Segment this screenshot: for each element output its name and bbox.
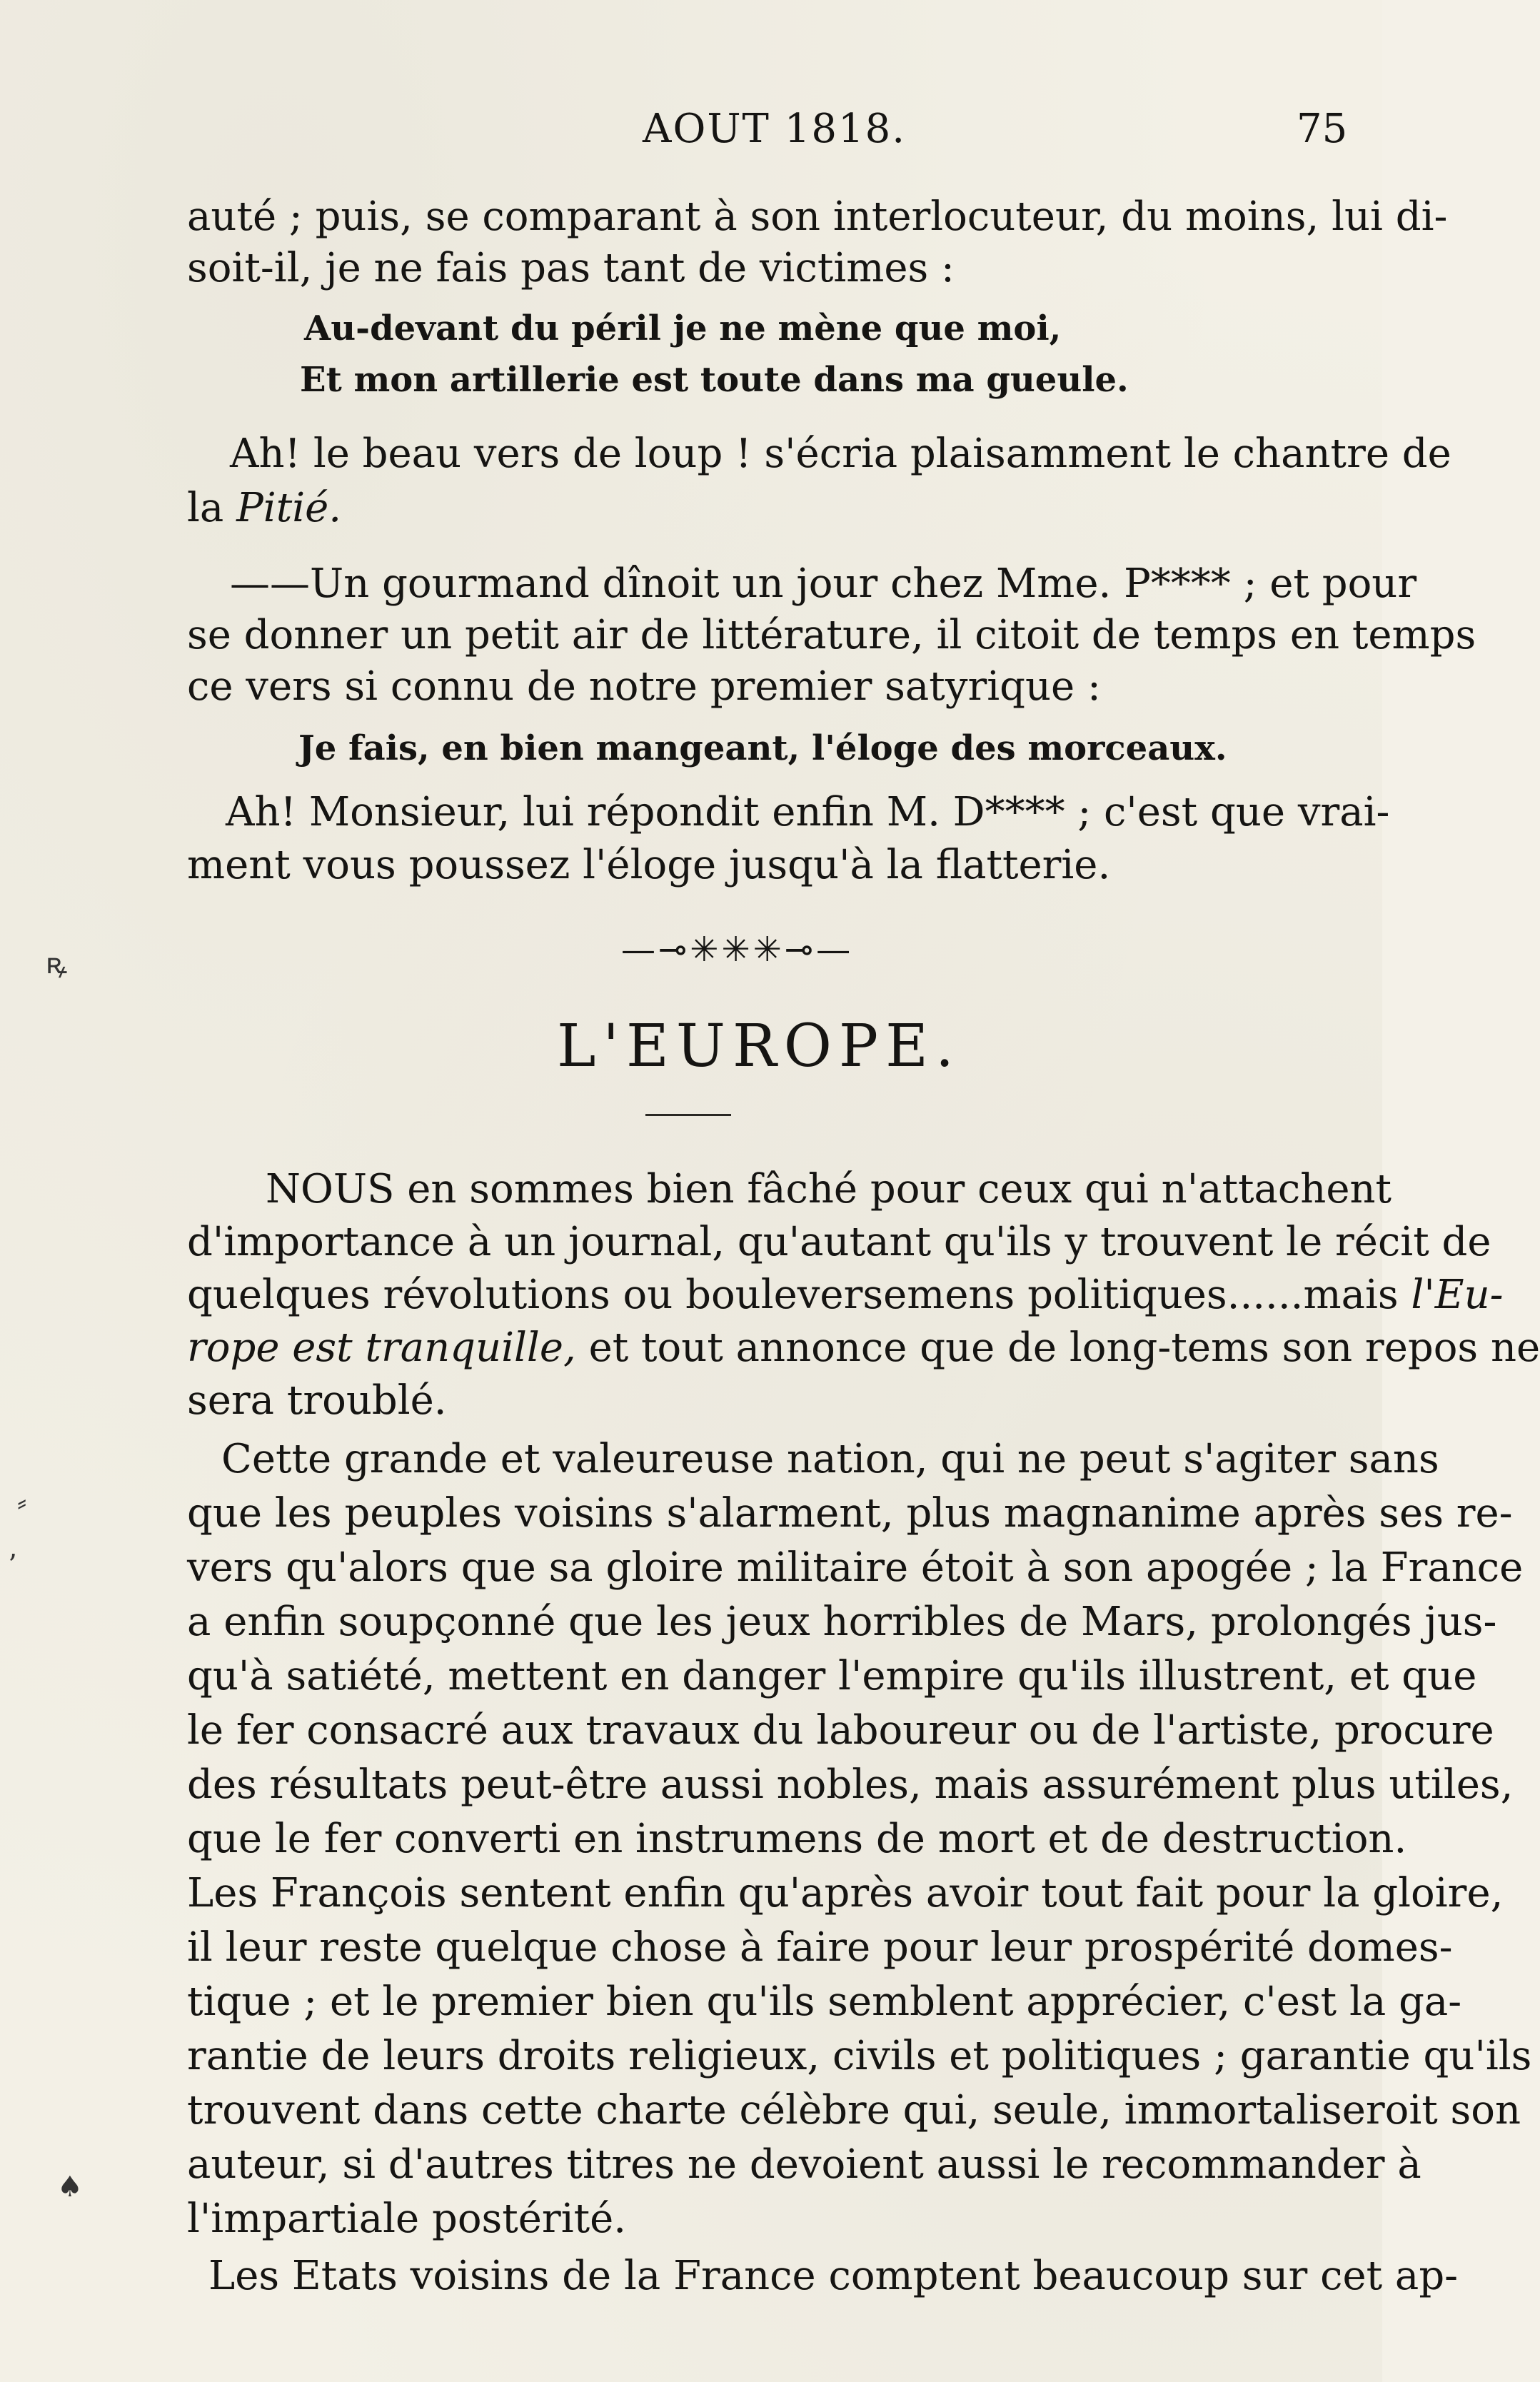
text-line: vers qu'alors que sa gloire militaire étoit à son apogée ; la France (187, 1544, 1524, 1591)
text-line: sera troublé. (187, 1377, 447, 1424)
margin-blot-icon: ⸗ (17, 1486, 27, 1519)
text-line: que le fer converti en instrumens de mort et de destruction. (187, 1816, 1407, 1862)
text-line: des résultats peut-être aussi nobles, mais assurément plus utiles, (187, 1762, 1514, 1808)
text-line: tique ; et le premier bien qu'ils semblent apprécier, c'est la ga- (187, 1979, 1462, 2025)
text-line: auté ; puis, se comparant à son interlocuteur, du moins, lui di- (187, 194, 1448, 240)
title-rule (645, 1114, 731, 1116)
page-number: 75 (1297, 106, 1348, 152)
text-line: d'importance à un journal, qu'autant qu'ils y trouvent le récit de (187, 1219, 1491, 1265)
text-line: soit-il, je ne fais pas tant de victimes : (187, 245, 955, 291)
text-line: Les François sentent enfin qu'après avoir tout fait pour la gloire, (187, 1870, 1504, 1916)
text-line: ment vous poussez l'éloge jusqu'à la flatterie. (187, 842, 1111, 888)
text-line: qu'à satiété, mettent en danger l'empire qu'ils illustrent, et que (187, 1653, 1477, 1699)
text-line: se donner un petit air de littérature, il citoit de temps en temps (187, 612, 1476, 658)
text-line: Ah! le beau vers de loup ! s'écria plaisamment le chantre de (230, 431, 1451, 477)
text-fragment: la (187, 485, 237, 531)
text-fragment: quelques révolutions ou bouleversemens politiques......mais (187, 1272, 1411, 1318)
section-title: L'EUROPE. (557, 1012, 962, 1080)
italic-title: Pitié. (236, 485, 342, 531)
text-line: le fer consacré aux travaux du laboureur ou de l'artiste, procure (187, 1707, 1494, 1754)
text-line: Les Etats voisins de la France comptent beaucoup sur cet ap- (208, 2253, 1459, 2299)
text-line: ce vers si connu de notre premier satyrique : (187, 663, 1101, 710)
text-line: NOUS en sommes bien fâché pour ceux qui n'attachent (266, 1166, 1392, 1212)
text-line (187, 481, 1335, 536)
margin-blot-icon: ꝶ (46, 948, 68, 980)
verse-line: Et mon artillerie est toute dans ma gueule. (300, 360, 1129, 400)
text-line: l'impartiale postérité. (187, 2196, 627, 2242)
text-line: a enfin soupçonné que les jeux horribles de Mars, prolongés jus- (187, 1599, 1497, 1645)
text-line: que les peuples voisins s'alarment, plus magnanime après ses re- (187, 1490, 1513, 1537)
margin-blot-icon: ʼ (7, 1549, 16, 1582)
verse-line: Je fais, en bien mangeant, l'éloge des morceaux. (298, 728, 1227, 768)
text-line: Cette grande et valeureuse nation, qui ne peut s'agiter sans (221, 1436, 1439, 1482)
italic-text: rope est tranquille, (187, 1325, 576, 1371)
margin-blot-icon: ♠ (57, 2171, 83, 2203)
text-line (187, 1268, 1504, 1322)
text-line (187, 1321, 1540, 1375)
text-line: Ah! Monsieur, lui répondit enfin M. D**** ; c'est que vrai- (226, 789, 1390, 835)
text-line: auteur, si d'autres titres ne devoient aussi le recommander à (187, 2141, 1421, 2188)
running-header (0, 106, 1382, 163)
italic-text: l'Eu- (1411, 1272, 1504, 1318)
verse-line: Au-devant du péril je ne mène que moi, (304, 308, 1062, 348)
text-line: trouvent dans cette charte célèbre qui, seule, immortaliseroit son (187, 2087, 1521, 2134)
header-title: AOUT 1818. (643, 106, 907, 152)
text-line: rantie de leurs droits religieux, civils et politiques ; garantie qu'ils (187, 2033, 1532, 2079)
section-ornament: —⊸✳✳✳⊸— (621, 930, 854, 970)
text-line: ——Un gourmand dînoit un jour chez Mme. P**** ; et pour (230, 561, 1417, 607)
text-line: il leur reste quelque chose à faire pour leur prospérité domes- (187, 1924, 1453, 1971)
text-fragment: et tout annonce que de long-tems son repos ne (575, 1325, 1540, 1371)
